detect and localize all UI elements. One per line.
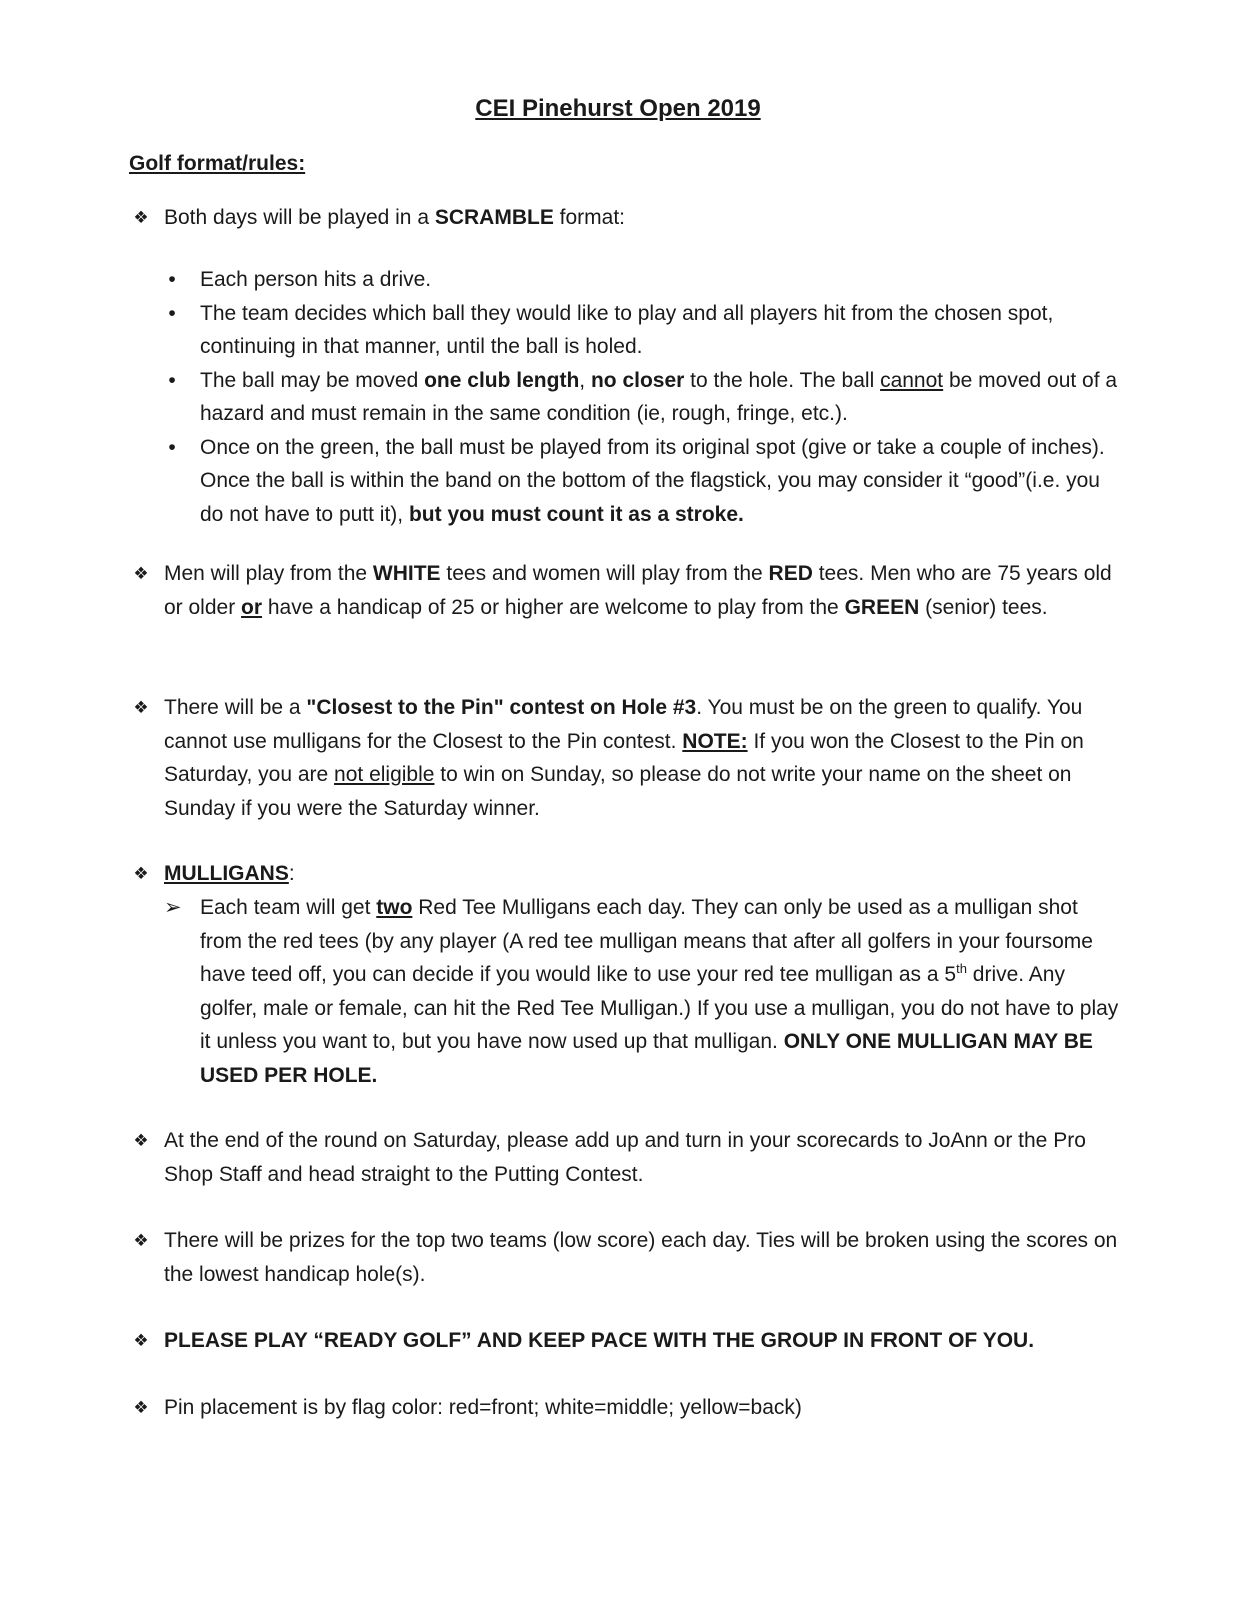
arrow-bullet-icon: ➢ [164, 896, 182, 919]
diamond-bullet-icon: ❖ [133, 1331, 149, 1350]
diamond-bullet-icon: ❖ [133, 1131, 149, 1150]
diamond-bullet-icon: ❖ [133, 864, 149, 883]
prizes-text: There will be prizes for the top two teams (low score) each day. Ties will be broken using the scores on the lowest handicap hole(s). [164, 1229, 1118, 1286]
bullet-icon: • [168, 368, 176, 392]
ready-golf-text: PLEASE PLAY “READY GOLF” AND KEEP PACE WITH THE GROUP IN FRONT OF YOU. [164, 1329, 1035, 1352]
scorecards-text: At the end of the round on Saturday, please add up and turn in your scorecards to JoAnn or the Pro Shop Staff and head straight to the Putting Contest. [164, 1129, 1086, 1186]
diamond-bullet-icon: ❖ [133, 564, 149, 583]
list-item: • Once on the green, the ball must be played from its original spot (give or take a couple of inches). Once the ball is within the band on the bottom of the flagstick, you may consider it “good”(i.e. you do not have to putt it), but you must count it as a stroke. [164, 431, 1124, 532]
diamond-bullet-icon: ❖ [133, 1231, 149, 1250]
diamond-bullet-icon: ❖ [133, 698, 149, 717]
mulligans-text: Each team will get two Red Tee Mulligans each day. They can only be used as a mulligan shot from the red tees (by any player (A red tee mulligan means that after all golfers in your foursome have teed off, you can decide if you would like to use your red tee mulligan as a 5th drive. Any golfer, male or female, can hit the Red Tee Mulligan.) If you use a mulligan, you do not have to play it unless you want to, but you have now used up that mulligan. ONLY ONE MULLIGAN MAY BE USED PER HOLE. [200, 896, 1119, 1087]
scramble-bold: SCRAMBLE [434, 206, 554, 229]
document-title: CEI Pinehurst Open 2019 [475, 95, 761, 122]
section-heading: Golf format/rules: [129, 152, 306, 175]
bullet-icon: • [168, 435, 176, 459]
bullet-icon: • [168, 301, 176, 325]
bullet-icon: • [168, 268, 176, 291]
pin-text: There will be a "Closest to the Pin" contest on Hole #3. You must be on the green to qualify. You cannot use mulligans for the Closest to the Pin contest. NOTE: If you won the Closest to the Pin on Saturday, you are not eligible to win on Sunday, so please do not write your name on the sheet on Sunday if you were the Saturday winner. [164, 696, 1084, 820]
list-item: • The ball may be moved one club length, no closer to the hole. The ball cannot be moved out of a hazard and must remain in the same condition (ie, rough, fringe, etc.). [164, 364, 1124, 431]
diamond-bullet-icon: ❖ [133, 208, 149, 227]
mulligans-heading: MULLIGANS: [164, 862, 295, 885]
scramble-text: Both days will be played in a SCRAMBLE format: [164, 206, 626, 229]
scramble-bullet-list [164, 263, 1124, 531]
pin-placement-text: Pin placement is by flag color: red=front; white=middle; yellow=back) [164, 1396, 802, 1419]
list-item: • The team decides which ball they would like to play and all players hit from the chosen spot, continuing in that manner, until the ball is holed. [164, 297, 1124, 364]
list-item: • Each person hits a drive. [164, 263, 1124, 297]
diamond-bullet-icon: ❖ [133, 1398, 149, 1417]
tees-text: Men will play from the WHITE tees and women will play from the RED tees. Men who are 75 years old or older or have a handicap of 25 or higher are welcome to play from the GREEN (senior) tees. [164, 562, 1112, 619]
